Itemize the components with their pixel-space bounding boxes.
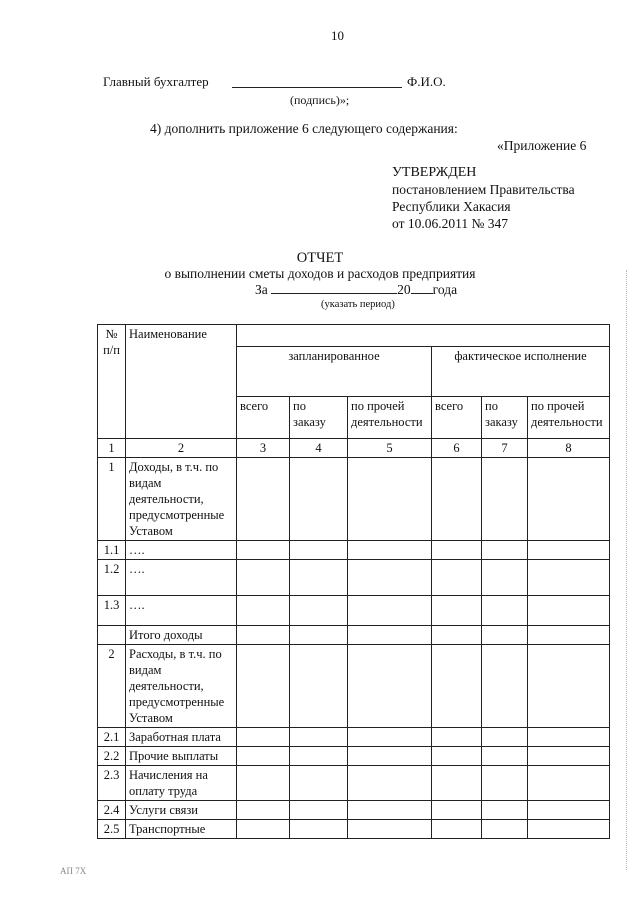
header-name: Наименование bbox=[126, 325, 237, 439]
empty-value-cell bbox=[528, 541, 610, 560]
header-other-actual: по прочей деятельности bbox=[528, 397, 610, 439]
empty-value-cell bbox=[348, 801, 432, 820]
table-row bbox=[98, 801, 610, 820]
empty-value-cell bbox=[290, 626, 348, 645]
table-row bbox=[98, 820, 610, 839]
empty-value-cell bbox=[432, 596, 482, 626]
row-number: 1.1 bbox=[98, 541, 126, 560]
empty-value-cell bbox=[237, 458, 290, 541]
empty-value-cell bbox=[348, 626, 432, 645]
row-number: 2.5 bbox=[98, 820, 126, 839]
empty-value-cell bbox=[348, 728, 432, 747]
empty-value-cell bbox=[432, 458, 482, 541]
empty-value-cell bbox=[482, 747, 528, 766]
item-4-text: 4) дополнить приложение 6 следующего содержания: bbox=[150, 121, 458, 136]
row-name: Расходы, в т.ч. по видам деятельности, предусмотренные Уставом bbox=[126, 645, 237, 728]
empty-value-cell bbox=[432, 801, 482, 820]
report-table bbox=[97, 324, 610, 839]
column-number-cell: 2 bbox=[126, 439, 237, 458]
empty-value-cell bbox=[528, 458, 610, 541]
report-title: ОТЧЕТ bbox=[296, 250, 344, 266]
empty-value-cell bbox=[237, 728, 290, 747]
table-row bbox=[98, 596, 610, 626]
empty-value-cell bbox=[348, 541, 432, 560]
table-row bbox=[98, 728, 610, 747]
empty-value-cell bbox=[482, 541, 528, 560]
empty-value-cell bbox=[290, 458, 348, 541]
empty-value-cell bbox=[482, 596, 528, 626]
empty-value-cell bbox=[290, 747, 348, 766]
empty-value-cell bbox=[237, 560, 290, 596]
empty-value-cell bbox=[482, 626, 528, 645]
empty-value-cell bbox=[290, 596, 348, 626]
empty-value-cell bbox=[528, 747, 610, 766]
row-number: 1.2 bbox=[98, 560, 126, 596]
empty-value-cell bbox=[290, 801, 348, 820]
header-other-planned: по прочей деятельности bbox=[348, 397, 432, 439]
table-row bbox=[98, 747, 610, 766]
approval-block bbox=[392, 164, 575, 232]
empty-value-cell bbox=[528, 645, 610, 728]
signature-line bbox=[232, 86, 402, 88]
period-prefix: За bbox=[255, 282, 268, 297]
empty-value-cell bbox=[237, 626, 290, 645]
row-number: 1.3 bbox=[98, 596, 126, 626]
appendix-label: «Приложение 6 bbox=[497, 138, 587, 153]
empty-value-cell bbox=[290, 560, 348, 596]
row-name: Заработная плата bbox=[126, 728, 237, 747]
empty-value-cell bbox=[482, 458, 528, 541]
column-number-cell: 5 bbox=[348, 439, 432, 458]
row-number: 2.4 bbox=[98, 801, 126, 820]
report-period bbox=[255, 282, 457, 298]
footer-mark: АП 7Х bbox=[60, 866, 87, 876]
chief-accountant-label: Главный бухгалтер bbox=[103, 74, 209, 89]
empty-value-cell bbox=[237, 801, 290, 820]
empty-value-cell bbox=[528, 626, 610, 645]
empty-value-cell bbox=[528, 820, 610, 839]
empty-value-cell bbox=[290, 728, 348, 747]
empty-value-cell bbox=[432, 541, 482, 560]
header-total-planned: всего bbox=[237, 397, 290, 439]
fio-label: Ф.И.О. bbox=[407, 74, 446, 89]
row-number: 1 bbox=[98, 458, 126, 541]
empty-value-cell bbox=[290, 645, 348, 728]
column-number-cell: 7 bbox=[482, 439, 528, 458]
table-row bbox=[98, 560, 610, 596]
empty-value-cell bbox=[348, 747, 432, 766]
empty-value-cell bbox=[528, 728, 610, 747]
empty-value-cell bbox=[348, 458, 432, 541]
empty-value-cell bbox=[432, 766, 482, 801]
empty-value-cell bbox=[237, 541, 290, 560]
empty-value-cell bbox=[348, 560, 432, 596]
empty-value-cell bbox=[348, 645, 432, 728]
column-number-cell: 4 bbox=[290, 439, 348, 458]
row-name: Начисления на оплату труда bbox=[126, 766, 237, 801]
report-subtitle: о выполнении сметы доходов и расходов предприятия bbox=[164, 266, 476, 281]
empty-value-cell bbox=[482, 766, 528, 801]
period-year-prefix: 20 bbox=[397, 282, 411, 297]
row-number: 2.1 bbox=[98, 728, 126, 747]
empty-value-cell bbox=[237, 645, 290, 728]
row-name: Доходы, в т.ч. по видам деятельности, предусмотренные Уставом bbox=[126, 458, 237, 541]
approval-line-3: от 10.06.2011 № 347 bbox=[392, 216, 508, 231]
approval-line-2: Республики Хакасия bbox=[392, 199, 511, 214]
empty-value-cell bbox=[482, 728, 528, 747]
row-number: 2 bbox=[98, 645, 126, 728]
period-blank-line bbox=[271, 292, 397, 294]
header-actual: фактическое исполнение bbox=[432, 347, 610, 397]
approval-title: УТВЕРЖДЕН bbox=[392, 165, 477, 180]
page-number: 10 bbox=[331, 28, 344, 43]
period-suffix: года bbox=[432, 282, 458, 297]
header-by-order-actual: по заказу bbox=[482, 397, 528, 439]
empty-value-cell bbox=[432, 820, 482, 839]
period-hint: (указать период) bbox=[321, 299, 395, 310]
empty-value-cell bbox=[237, 747, 290, 766]
empty-value-cell bbox=[432, 645, 482, 728]
table-row bbox=[98, 766, 610, 801]
empty-value-cell bbox=[237, 766, 290, 801]
empty-value-cell bbox=[348, 766, 432, 801]
scan-margin-mark bbox=[626, 270, 628, 870]
empty-value-cell bbox=[528, 560, 610, 596]
header-planned: запланированное bbox=[237, 347, 432, 397]
empty-value-cell bbox=[290, 820, 348, 839]
header-total-actual: всего bbox=[432, 397, 482, 439]
empty-value-cell bbox=[432, 728, 482, 747]
empty-value-cell bbox=[237, 820, 290, 839]
year-blank-line bbox=[411, 292, 433, 294]
header-num: № п/п bbox=[98, 325, 126, 439]
empty-value-cell bbox=[482, 820, 528, 839]
empty-value-cell bbox=[482, 645, 528, 728]
empty-value-cell bbox=[290, 766, 348, 801]
empty-value-cell bbox=[432, 626, 482, 645]
table-row bbox=[98, 645, 610, 728]
empty-value-cell bbox=[528, 766, 610, 801]
table-row bbox=[98, 541, 610, 560]
row-name: Итого доходы bbox=[126, 626, 237, 645]
table-row bbox=[98, 626, 610, 645]
row-name: Услуги связи bbox=[126, 801, 237, 820]
row-name: …. bbox=[126, 541, 237, 560]
approval-line-1: постановлением Правительства bbox=[392, 182, 575, 197]
row-name: …. bbox=[126, 560, 237, 596]
empty-value-cell bbox=[528, 801, 610, 820]
row-name: Транспортные bbox=[126, 820, 237, 839]
row-number: 2.2 bbox=[98, 747, 126, 766]
empty-value-cell bbox=[237, 596, 290, 626]
empty-value-cell bbox=[290, 541, 348, 560]
empty-value-cell bbox=[482, 801, 528, 820]
empty-value-cell bbox=[432, 560, 482, 596]
row-number bbox=[98, 626, 126, 645]
empty-value-cell bbox=[482, 560, 528, 596]
empty-value-cell bbox=[348, 596, 432, 626]
signature-hint: (подпись)»; bbox=[290, 93, 350, 107]
column-number-cell: 3 bbox=[237, 439, 290, 458]
table-row bbox=[98, 458, 610, 541]
row-name: Прочие выплаты bbox=[126, 747, 237, 766]
empty-value-cell bbox=[348, 820, 432, 839]
empty-value-cell bbox=[528, 596, 610, 626]
column-number-cell: 1 bbox=[98, 439, 126, 458]
row-name: …. bbox=[126, 596, 237, 626]
empty-value-cell bbox=[432, 747, 482, 766]
header-by-order-planned: по заказу bbox=[290, 397, 348, 439]
column-number-cell: 8 bbox=[528, 439, 610, 458]
header-top-blank bbox=[237, 325, 610, 347]
row-number: 2.3 bbox=[98, 766, 126, 801]
column-number-cell: 6 bbox=[432, 439, 482, 458]
